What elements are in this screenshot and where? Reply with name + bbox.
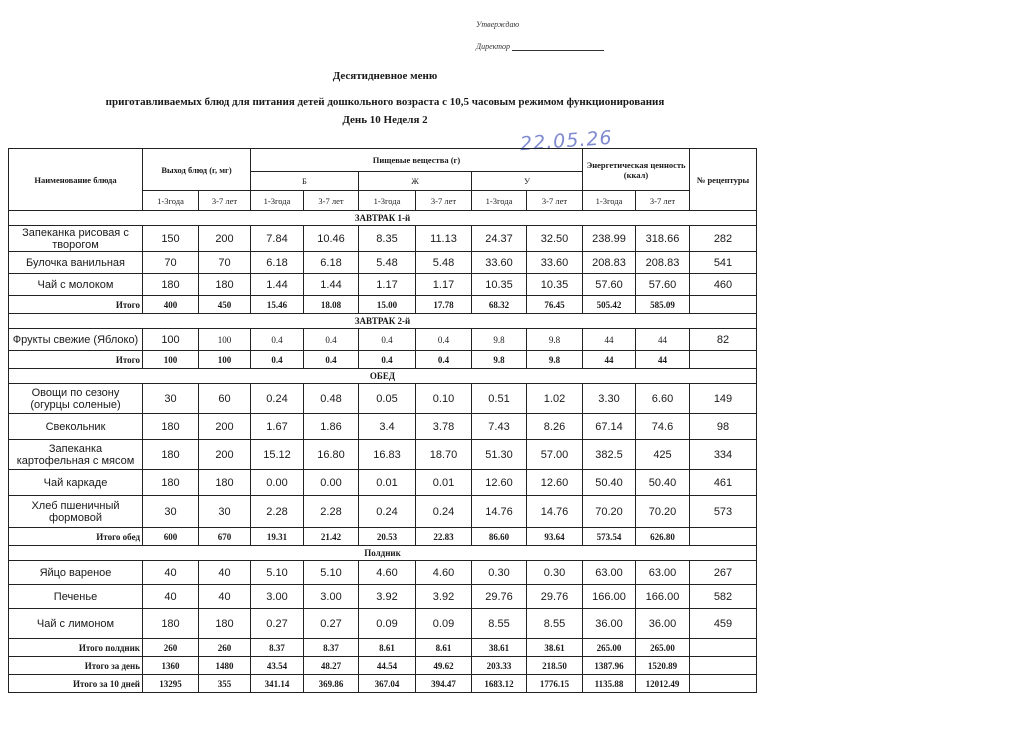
dish-value: 67.14	[583, 414, 636, 440]
day-label: День 10 Неделя 2	[342, 114, 428, 126]
dish-value: 18.70	[416, 440, 472, 470]
dish-value: 32.50	[527, 226, 583, 252]
total-value: 1135.88	[583, 675, 636, 693]
total-value: 44.54	[359, 657, 416, 675]
age-header: 3-7 лет	[636, 191, 690, 211]
dish-value: 40	[199, 585, 251, 609]
dish-name: Чай с лимоном	[9, 609, 143, 639]
total-value: 0.4	[251, 351, 304, 369]
dish-row	[9, 561, 757, 585]
dish-value: 0.01	[416, 470, 472, 496]
dish-row	[9, 440, 757, 470]
total-value: 1360	[143, 657, 199, 675]
dish-value: 3.92	[359, 585, 416, 609]
dish-value: 40	[143, 561, 199, 585]
total-value: 38.61	[527, 639, 583, 657]
dish-value: 208.83	[636, 252, 690, 274]
dish-value: 0.4	[251, 329, 304, 351]
total-label: Итого	[9, 351, 143, 369]
dish-name: Чай каркаде	[9, 470, 143, 496]
age-header: 1-3года	[359, 191, 416, 211]
total-value: 1776.15	[527, 675, 583, 693]
dish-value: 36.00	[636, 609, 690, 639]
total-value: 1480	[199, 657, 251, 675]
dish-value: 70.20	[636, 496, 690, 528]
total-value: 265.00	[636, 639, 690, 657]
recipe-number: 149	[690, 384, 757, 414]
age-header: 3-7 лет	[304, 191, 359, 211]
handwritten-date: 22.05.26	[519, 126, 614, 156]
dish-value: 0.09	[359, 609, 416, 639]
dish-value: 14.76	[472, 496, 527, 528]
dish-value: 8.55	[527, 609, 583, 639]
dish-value: 2.28	[304, 496, 359, 528]
total-value: 38.61	[472, 639, 527, 657]
section-title: Полдник	[9, 546, 757, 561]
dish-value: 0.30	[472, 561, 527, 585]
recipe-number: 267	[690, 561, 757, 585]
total-value: 12012.49	[636, 675, 690, 693]
total-value: 100	[143, 351, 199, 369]
age-header: 3-7 лет	[416, 191, 472, 211]
total-value: 265.00	[583, 639, 636, 657]
dish-value: 0.48	[304, 384, 359, 414]
dish-value: 0.4	[359, 329, 416, 351]
col-nutrients-header: Пищевые вещества (г)	[251, 149, 583, 172]
dish-value: 1.02	[527, 384, 583, 414]
dish-value: 180	[143, 274, 199, 296]
section-title: ЗАВТРАК 2-й	[9, 314, 757, 329]
col-b-header: Б	[251, 172, 359, 191]
dish-value: 0.00	[251, 470, 304, 496]
dish-value: 33.60	[527, 252, 583, 274]
total-value: 9.8	[527, 351, 583, 369]
total-value: 93.64	[527, 528, 583, 546]
recipe-number: 282	[690, 226, 757, 252]
dish-value: 208.83	[583, 252, 636, 274]
dish-name: Хлеб пшеничный формовой	[9, 496, 143, 528]
dish-value: 5.48	[359, 252, 416, 274]
dish-value: 63.00	[583, 561, 636, 585]
dish-value: 0.00	[304, 470, 359, 496]
dish-value: 2.28	[251, 496, 304, 528]
dish-name: Овощи по сезону (огурцы соленые)	[9, 384, 143, 414]
dish-value: 7.84	[251, 226, 304, 252]
total-value: 203.33	[472, 657, 527, 675]
dish-value: 57.60	[636, 274, 690, 296]
signature-line	[512, 42, 604, 51]
dish-value: 10.35	[527, 274, 583, 296]
dish-value: 166.00	[583, 585, 636, 609]
dish-value: 5.10	[251, 561, 304, 585]
menu-table-body	[9, 211, 757, 693]
dish-row	[9, 470, 757, 496]
total-label: Итого обед	[9, 528, 143, 546]
dish-value: 70.20	[583, 496, 636, 528]
total-value: 0.4	[359, 351, 416, 369]
total-value: 260	[199, 639, 251, 657]
dish-name: Печенье	[9, 585, 143, 609]
document-subtitle: приготавливаемых блюд для питания детей дошкольного возраста с 10,5 часовым режимом функционирования	[105, 96, 665, 108]
total-value: 22.83	[416, 528, 472, 546]
total-value: 15.00	[359, 296, 416, 314]
total-value: 369.86	[304, 675, 359, 693]
dish-value: 1.44	[251, 274, 304, 296]
dish-value: 63.00	[636, 561, 690, 585]
dish-row	[9, 226, 757, 252]
section-title: ОБЕД	[9, 369, 757, 384]
dish-value: 50.40	[583, 470, 636, 496]
dish-name: Запеканка картофельная с мясом	[9, 440, 143, 470]
menu-table	[8, 148, 757, 693]
total-label: Итого	[9, 296, 143, 314]
dish-value: 238.99	[583, 226, 636, 252]
dish-value: 4.60	[359, 561, 416, 585]
total-label: Итого за 10 дней	[9, 675, 143, 693]
dish-value: 30	[143, 496, 199, 528]
total-row	[9, 351, 757, 369]
dish-value: 180	[143, 440, 199, 470]
section-title: ЗАВТРАК 1-й	[9, 211, 757, 226]
total-value: 400	[143, 296, 199, 314]
dish-value: 29.76	[527, 585, 583, 609]
dish-value: 0.24	[416, 496, 472, 528]
total-value: 76.45	[527, 296, 583, 314]
total-value: 1387.96	[583, 657, 636, 675]
empty-recipe-cell	[690, 296, 757, 314]
total-value: 20.53	[359, 528, 416, 546]
empty-recipe-cell	[690, 528, 757, 546]
dish-row	[9, 609, 757, 639]
dish-value: 0.01	[359, 470, 416, 496]
recipe-number: 460	[690, 274, 757, 296]
dish-value: 60	[199, 384, 251, 414]
dish-row	[9, 252, 757, 274]
dish-value: 24.37	[472, 226, 527, 252]
total-value: 8.61	[359, 639, 416, 657]
total-value: 626.80	[636, 528, 690, 546]
dish-name: Булочка ванильная	[9, 252, 143, 274]
dish-value: 14.76	[527, 496, 583, 528]
dish-value: 30	[199, 496, 251, 528]
total-value: 68.32	[472, 296, 527, 314]
dish-value: 0.27	[251, 609, 304, 639]
dish-value: 3.4	[359, 414, 416, 440]
dish-value: 0.05	[359, 384, 416, 414]
dish-value: 180	[199, 609, 251, 639]
total-value: 49.62	[416, 657, 472, 675]
total-value: 260	[143, 639, 199, 657]
recipe-number: 82	[690, 329, 757, 351]
age-header: 3-7 лет	[199, 191, 251, 211]
dish-value: 200	[199, 440, 251, 470]
dish-name: Чай с молоком	[9, 274, 143, 296]
dish-value: 33.60	[472, 252, 527, 274]
dish-value: 74.6	[636, 414, 690, 440]
dish-name: Запеканка рисовая с творогом	[9, 226, 143, 252]
dish-value: 57.00	[527, 440, 583, 470]
age-header: 1-3года	[251, 191, 304, 211]
total-value: 670	[199, 528, 251, 546]
recipe-number: 334	[690, 440, 757, 470]
total-value: 0.4	[304, 351, 359, 369]
total-value: 18.08	[304, 296, 359, 314]
dish-value: 200	[199, 226, 251, 252]
empty-recipe-cell	[690, 675, 757, 693]
dish-value: 6.18	[251, 252, 304, 274]
total-value: 450	[199, 296, 251, 314]
dish-value: 0.51	[472, 384, 527, 414]
dish-value: 57.60	[583, 274, 636, 296]
dish-value: 382.5	[583, 440, 636, 470]
dish-value: 6.60	[636, 384, 690, 414]
dish-value: 40	[143, 585, 199, 609]
total-value: 367.04	[359, 675, 416, 693]
dish-value: 100	[143, 329, 199, 351]
total-value: 43.54	[251, 657, 304, 675]
col-u-header: У	[472, 172, 583, 191]
dish-value: 180	[199, 470, 251, 496]
dish-value: 0.27	[304, 609, 359, 639]
dish-value: 180	[143, 414, 199, 440]
total-label: Итого за день	[9, 657, 143, 675]
col-recipe-header: № рецептуры	[690, 149, 757, 211]
dish-value: 36.00	[583, 609, 636, 639]
dish-value: 3.00	[251, 585, 304, 609]
dish-row	[9, 384, 757, 414]
dish-value: 70	[143, 252, 199, 274]
dish-row	[9, 585, 757, 609]
total-row	[9, 528, 757, 546]
dish-value: 16.80	[304, 440, 359, 470]
dish-name: Свекольник	[9, 414, 143, 440]
total-value: 8.61	[416, 639, 472, 657]
total-value: 9.8	[472, 351, 527, 369]
dish-row	[9, 274, 757, 296]
total-value: 44	[636, 351, 690, 369]
dish-value: 180	[199, 274, 251, 296]
dish-name: Яйцо вареное	[9, 561, 143, 585]
dish-row	[9, 414, 757, 440]
dish-value: 12.60	[472, 470, 527, 496]
total-value: 600	[143, 528, 199, 546]
dish-value: 0.4	[304, 329, 359, 351]
dish-value: 3.30	[583, 384, 636, 414]
col-name-header: Наименование блюда	[9, 149, 143, 211]
recipe-number: 573	[690, 496, 757, 528]
dish-value: 30	[143, 384, 199, 414]
recipe-number: 582	[690, 585, 757, 609]
dish-value: 5.10	[304, 561, 359, 585]
dish-value: 10.46	[304, 226, 359, 252]
dish-value: 15.12	[251, 440, 304, 470]
dish-value: 3.92	[416, 585, 472, 609]
director-line	[476, 42, 604, 51]
recipe-number: 461	[690, 470, 757, 496]
dish-value: 12.60	[527, 470, 583, 496]
dish-value: 318.66	[636, 226, 690, 252]
total-row	[9, 675, 757, 693]
total-value: 21.42	[304, 528, 359, 546]
dish-value: 10.35	[472, 274, 527, 296]
dish-value: 3.00	[304, 585, 359, 609]
recipe-number: 541	[690, 252, 757, 274]
age-header: 3-7 лет	[527, 191, 583, 211]
dish-value: 180	[143, 609, 199, 639]
total-value: 1520.89	[636, 657, 690, 675]
dish-value: 8.55	[472, 609, 527, 639]
total-value: 355	[199, 675, 251, 693]
dish-value: 7.43	[472, 414, 527, 440]
total-row	[9, 296, 757, 314]
total-value: 8.37	[251, 639, 304, 657]
dish-value: 0.24	[359, 496, 416, 528]
total-value: 48.27	[304, 657, 359, 675]
total-row	[9, 657, 757, 675]
total-value: 341.14	[251, 675, 304, 693]
total-value: 44	[583, 351, 636, 369]
dish-row	[9, 329, 757, 351]
total-value: 15.46	[251, 296, 304, 314]
document-title: Десятидневное меню	[332, 70, 438, 82]
dish-value: 50.40	[636, 470, 690, 496]
dish-value: 425	[636, 440, 690, 470]
total-value: 8.37	[304, 639, 359, 657]
empty-recipe-cell	[690, 657, 757, 675]
dish-value: 180	[143, 470, 199, 496]
director-label: Директор	[476, 42, 511, 51]
dish-value: 1.86	[304, 414, 359, 440]
dish-value: 0.09	[416, 609, 472, 639]
total-value: 13295	[143, 675, 199, 693]
total-value: 100	[199, 351, 251, 369]
total-row	[9, 639, 757, 657]
total-value: 1683.12	[472, 675, 527, 693]
dish-value: 100	[199, 329, 251, 351]
dish-value: 0.30	[527, 561, 583, 585]
dish-value: 0.24	[251, 384, 304, 414]
dish-value: 44	[583, 329, 636, 351]
col-yield-header: Выход блюд (г, мг)	[143, 149, 251, 191]
total-value: 573.54	[583, 528, 636, 546]
recipe-number: 98	[690, 414, 757, 440]
total-value: 86.60	[472, 528, 527, 546]
dish-value: 11.13	[416, 226, 472, 252]
age-header: 1-3года	[143, 191, 199, 211]
dish-value: 44	[636, 329, 690, 351]
dish-name: Фрукты свежие (Яблоко)	[9, 329, 143, 351]
dish-value: 5.48	[416, 252, 472, 274]
dish-value: 4.60	[416, 561, 472, 585]
dish-value: 9.8	[472, 329, 527, 351]
empty-recipe-cell	[690, 639, 757, 657]
dish-value: 1.17	[416, 274, 472, 296]
dish-value: 6.18	[304, 252, 359, 274]
age-header: 1-3года	[583, 191, 636, 211]
dish-value: 51.30	[472, 440, 527, 470]
dish-value: 1.67	[251, 414, 304, 440]
dish-value: 8.35	[359, 226, 416, 252]
dish-value: 40	[199, 561, 251, 585]
dish-value: 0.4	[416, 329, 472, 351]
age-header: 1-3года	[472, 191, 527, 211]
total-label: Итого полдник	[9, 639, 143, 657]
dish-value: 8.26	[527, 414, 583, 440]
total-value: 394.47	[416, 675, 472, 693]
dish-value: 3.78	[416, 414, 472, 440]
dish-value: 9.8	[527, 329, 583, 351]
col-zh-header: Ж	[359, 172, 472, 191]
dish-value: 1.44	[304, 274, 359, 296]
dish-value: 0.10	[416, 384, 472, 414]
dish-value: 29.76	[472, 585, 527, 609]
dish-value: 200	[199, 414, 251, 440]
dish-value: 16.83	[359, 440, 416, 470]
approval-label: Утверждаю	[476, 20, 520, 29]
col-energy-header: Энергетическая ценность (ккал)	[583, 149, 690, 191]
total-value: 19.31	[251, 528, 304, 546]
total-value: 17.78	[416, 296, 472, 314]
dish-value: 1.17	[359, 274, 416, 296]
total-value: 505.42	[583, 296, 636, 314]
dish-value: 150	[143, 226, 199, 252]
dish-value: 70	[199, 252, 251, 274]
recipe-number: 459	[690, 609, 757, 639]
total-value: 585.09	[636, 296, 690, 314]
empty-recipe-cell	[690, 351, 757, 369]
dish-value: 166.00	[636, 585, 690, 609]
dish-row	[9, 496, 757, 528]
total-value: 218.50	[527, 657, 583, 675]
total-value: 0.4	[416, 351, 472, 369]
